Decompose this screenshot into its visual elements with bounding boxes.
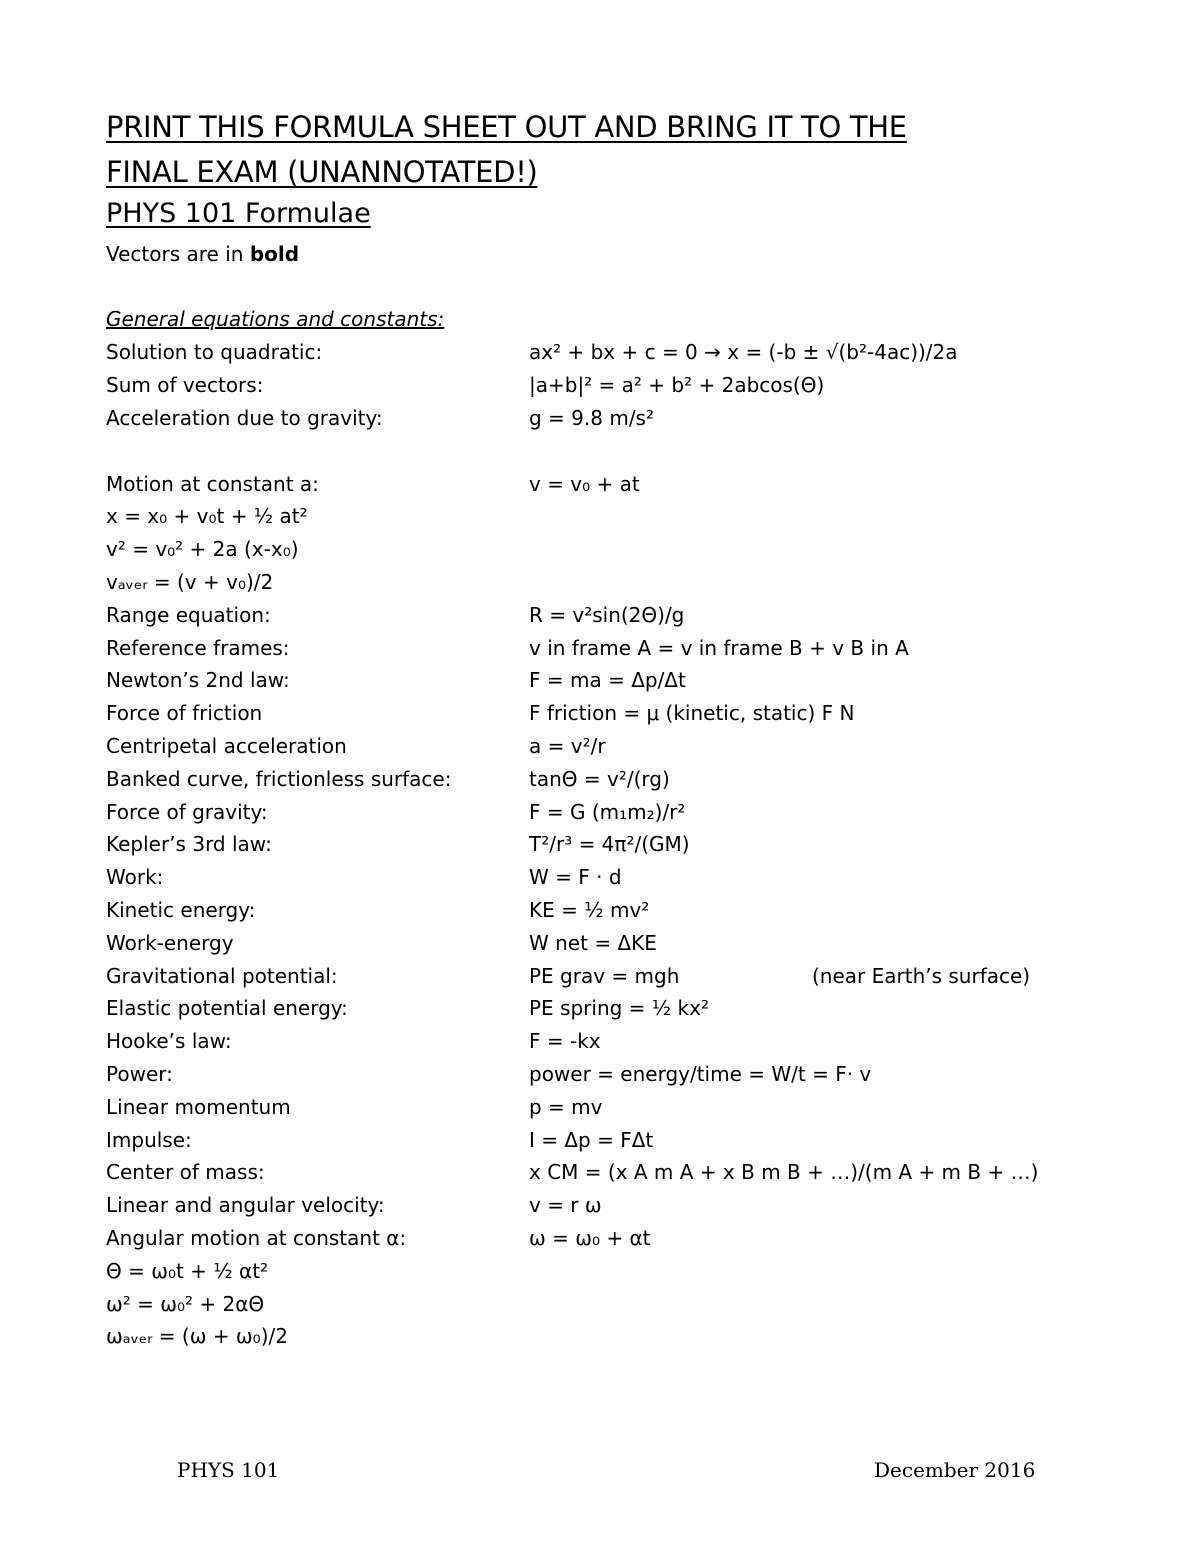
formula-label: Newton’s 2nd law: (106, 668, 290, 693)
formula-expression: W net = ΔKE (529, 930, 657, 955)
formula-row (0, 964, 1200, 997)
formula-row (0, 472, 1200, 505)
formula-label: Solution to quadratic: (106, 340, 323, 364)
formula-label: Angular motion at constant α: (106, 1226, 407, 1250)
formula-expression: KE = ½ mv² (529, 898, 650, 922)
formula-row (0, 701, 1200, 734)
formula-label: Center of mass: (106, 1160, 265, 1185)
formula-label: Work-energy (106, 930, 234, 955)
formula-label: Linear and angular velocity: (106, 1193, 385, 1218)
formula-row (0, 800, 1200, 833)
formula-label: Sum of vectors: (106, 372, 264, 397)
formula-expression: g = 9.8 m/s² (529, 405, 654, 430)
formula-expression: v = v₀ + at (529, 471, 640, 496)
vectors-note-bold: bold (249, 242, 300, 266)
formula-row (0, 1095, 1200, 1128)
title-line-1: PRINT THIS FORMULA SHEET OUT AND BRING IT TO THE (106, 110, 907, 144)
vectors-note (106, 242, 299, 266)
formula-row (0, 1324, 1200, 1357)
formula-expression: ax² + bx + c = 0 → x = (-b ± √(b²-4ac))/2a (529, 340, 958, 364)
formula-label: Linear momentum (106, 1094, 291, 1119)
formula-row (0, 865, 1200, 898)
formula-row (0, 1128, 1200, 1161)
formula-row (0, 898, 1200, 931)
formula-label: v² = v₀² + 2a (x-x₀) (106, 537, 299, 562)
formula-expression: F friction = μ (kinetic, static) F N (529, 701, 855, 726)
formula-row (0, 931, 1200, 964)
formula-expression: x CM = (x A m A + x B m B + …)/(m A + m B + …) (529, 1160, 1039, 1185)
formula-label: Motion at constant a: (106, 471, 319, 496)
section-heading: General equations and constants: (106, 307, 445, 331)
formula-row (0, 996, 1200, 1029)
formula-row (0, 1160, 1200, 1193)
formula-row (0, 373, 1200, 406)
formula-row (0, 734, 1200, 767)
formula-expression: |a+b|² = a² + b² + 2abcos(Θ) (529, 372, 825, 397)
formula-label: Banked curve, frictionless surface: (106, 766, 452, 791)
formula-label: Force of friction (106, 701, 263, 726)
formula-row (0, 1062, 1200, 1095)
formula-expression: I = Δp = FΔt (529, 1127, 654, 1152)
formula-expression: v = r ω (529, 1193, 602, 1218)
formula-row (0, 340, 1200, 373)
formula-row (0, 636, 1200, 669)
formula-row (0, 406, 1200, 439)
formula-expression: tanΘ = v²/(rg) (529, 766, 670, 791)
footer-course: PHYS 101 (177, 1458, 280, 1482)
formula-label: Impulse: (106, 1127, 192, 1152)
formula-label: Elastic potential energy: (106, 996, 348, 1021)
formula-row (0, 570, 1200, 603)
formula-row (0, 1029, 1200, 1062)
formula-label: Kinetic energy: (106, 898, 256, 922)
title-line-2: FINAL EXAM (UNANNOTATED!) (106, 155, 538, 189)
formula-label: Gravitational potential: (106, 963, 338, 988)
formula-expression: ω = ω₀ + αt (529, 1226, 651, 1250)
formula-expression: v in frame A = v in frame B + v B in A (529, 635, 909, 660)
formula-expression: R = v²sin(2Θ)/g (529, 602, 685, 627)
formula-expression: F = -kx (529, 1029, 601, 1054)
formula-expression: F = ma = Δp/Δt (529, 668, 686, 693)
formula-label: Θ = ω₀t + ½ αt² (106, 1258, 269, 1283)
formula-label: Reference frames: (106, 635, 290, 660)
formula-row (0, 1292, 1200, 1325)
formula-row (0, 504, 1200, 537)
formula-expression: PE spring = ½ kx² (529, 996, 709, 1021)
formula-expression: PE grav = mgh (529, 963, 680, 988)
formula-label: x = x₀ + v₀t + ½ at² (106, 504, 308, 529)
formula-row (0, 767, 1200, 800)
formula-expression: W = F · d (529, 865, 622, 890)
formula-expression: power = energy/time = W/t = F· v (529, 1062, 872, 1086)
formula-label: Power: (106, 1062, 173, 1086)
formula-row (0, 832, 1200, 865)
formula-label: Work: (106, 865, 164, 890)
formula-label: Acceleration due to gravity: (106, 405, 383, 430)
footer-date: December 2016 (874, 1458, 1036, 1482)
formula-label: ω² = ω₀² + 2αΘ (106, 1291, 265, 1316)
formula-label: ωₐᵥₑᵣ = (ω + ω₀)/2 (106, 1324, 288, 1349)
formula-expression: T²/r³ = 4π²/(GM) (529, 832, 690, 857)
formula-label: Centripetal acceleration (106, 734, 347, 758)
formula-label: Force of gravity: (106, 799, 268, 824)
vectors-note-text: Vectors are in (106, 242, 250, 266)
formula-label: Kepler’s 3rd law: (106, 832, 272, 857)
formula-expression: p = mv (529, 1094, 603, 1119)
formula-row (0, 1193, 1200, 1226)
formula-row (0, 668, 1200, 701)
formula-row (0, 1226, 1200, 1259)
formula-expression: F = G (m₁m₂)/r² (529, 799, 686, 824)
formula-note: (near Earth’s surface) (812, 963, 1031, 988)
formula-row (0, 603, 1200, 636)
formula-row (0, 1259, 1200, 1292)
formula-row (0, 537, 1200, 570)
formula-label: vₐᵥₑᵣ = (v + v₀)/2 (106, 570, 274, 594)
formula-label: Range equation: (106, 602, 271, 627)
formula-expression: a = v²/r (529, 734, 606, 758)
page-subtitle: PHYS 101 Formulae (106, 198, 371, 229)
formula-label: Hooke’s law: (106, 1029, 232, 1054)
